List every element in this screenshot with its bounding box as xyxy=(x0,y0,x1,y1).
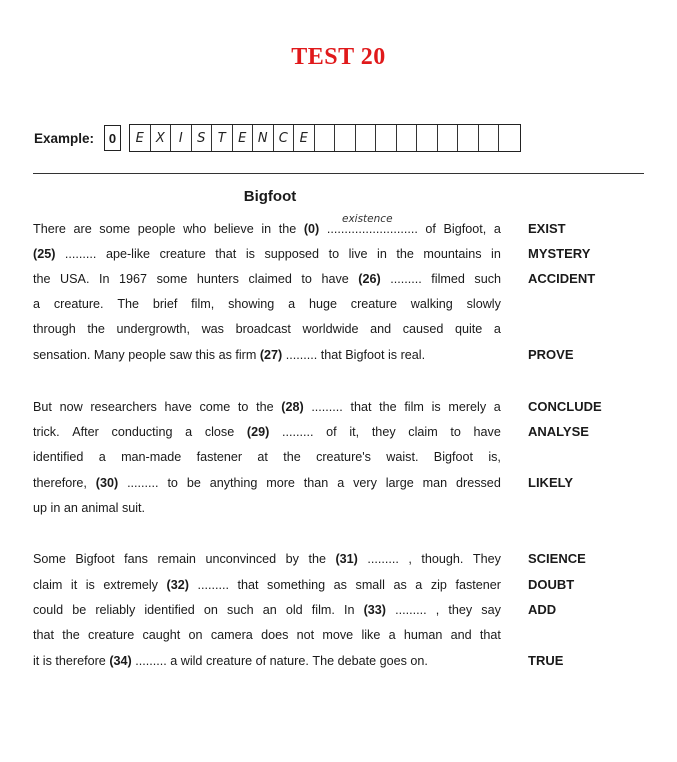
word: they xyxy=(448,603,473,617)
word: filmed xyxy=(431,272,465,286)
letter-box xyxy=(438,125,459,151)
example-label: Example: xyxy=(34,130,95,146)
letter-box xyxy=(335,125,356,151)
word: nature. xyxy=(269,654,309,668)
word: the xyxy=(33,272,51,286)
word: saw xyxy=(169,348,192,362)
word: identified xyxy=(144,603,195,617)
word: Many xyxy=(93,348,125,362)
word: Bigfoot xyxy=(433,450,474,464)
word: have xyxy=(321,272,349,286)
word: There xyxy=(33,222,66,236)
keyword: ACCIDENT xyxy=(528,271,596,286)
word: is xyxy=(42,654,52,668)
word: the xyxy=(62,628,80,642)
passage-line xyxy=(33,577,501,593)
word: Bigfoot xyxy=(75,552,115,566)
word: slowly xyxy=(466,297,501,311)
word: Some xyxy=(33,552,66,566)
word: be xyxy=(186,476,201,490)
word: ......... xyxy=(395,603,427,617)
word: ......... xyxy=(135,654,167,668)
letter-box xyxy=(479,125,500,151)
word: ......... xyxy=(281,425,314,439)
gap-number: (33) xyxy=(363,603,387,617)
word: broadcast xyxy=(235,322,291,336)
letter-box xyxy=(376,125,397,151)
word: firm xyxy=(235,348,257,362)
passage-line xyxy=(33,602,501,618)
gap-number: (25) xyxy=(33,247,56,261)
word: is, xyxy=(488,450,501,464)
word: caught xyxy=(142,628,181,642)
word: not xyxy=(296,628,315,642)
word: to xyxy=(237,400,249,414)
word: unconvinced xyxy=(205,552,277,566)
word: the xyxy=(278,222,297,236)
word: on xyxy=(188,628,203,642)
passage-heading: Bigfoot xyxy=(243,188,297,205)
word: that xyxy=(237,578,259,592)
word: a xyxy=(98,450,106,464)
word: ......... xyxy=(127,476,159,490)
word: real. xyxy=(400,348,426,362)
word: USA. xyxy=(60,272,90,286)
word: a xyxy=(415,578,423,592)
word: In xyxy=(98,272,110,286)
passage-line xyxy=(33,221,501,237)
letter-box: T xyxy=(212,125,233,151)
word: the xyxy=(283,450,301,464)
word: such xyxy=(474,272,501,286)
word: man xyxy=(422,476,448,490)
word: live xyxy=(348,247,368,261)
word: Bigfoot xyxy=(345,348,385,362)
passage-line xyxy=(33,500,501,516)
word: dressed xyxy=(456,476,501,490)
word: merely xyxy=(448,400,487,414)
word: is xyxy=(85,578,95,592)
word: something xyxy=(267,578,326,592)
word: some xyxy=(156,272,188,286)
word: is xyxy=(431,400,441,414)
word: anything xyxy=(209,476,258,490)
word: who xyxy=(183,222,207,236)
test-title: TEST 20 xyxy=(291,44,386,70)
word: though. xyxy=(421,552,464,566)
word: that xyxy=(215,247,237,261)
word: they xyxy=(371,425,396,439)
word: to xyxy=(450,425,461,439)
example-row xyxy=(34,123,521,153)
word: suit. xyxy=(121,501,146,515)
passage-line xyxy=(33,347,501,363)
word: showing xyxy=(228,297,275,311)
word: .......................... xyxy=(326,222,418,236)
word: that xyxy=(479,628,501,642)
word: walking xyxy=(410,297,453,311)
word: that xyxy=(320,348,342,362)
word: large xyxy=(385,476,414,490)
word: in xyxy=(261,222,272,236)
word: is xyxy=(388,348,398,362)
word: ......... xyxy=(390,272,422,286)
letter-box: N xyxy=(253,125,274,151)
word: film, xyxy=(191,297,215,311)
letter-box: E xyxy=(294,125,315,151)
word: it, xyxy=(349,425,360,439)
word: mountains xyxy=(423,247,482,261)
passage-line xyxy=(33,653,501,669)
word: fastener xyxy=(455,578,501,592)
word: extremely xyxy=(103,578,158,592)
word: But xyxy=(33,400,52,414)
gap-number: (26) xyxy=(358,272,381,286)
letter-box: C xyxy=(274,125,295,151)
word: on. xyxy=(410,654,428,668)
word: more xyxy=(266,476,295,490)
gap-number: (27) xyxy=(259,348,283,362)
word: a xyxy=(493,222,501,236)
word: human xyxy=(403,628,443,642)
word: remain xyxy=(157,552,196,566)
word: sensation. xyxy=(33,348,91,362)
word: have xyxy=(473,425,501,439)
word: creature xyxy=(159,247,206,261)
word: ......... xyxy=(367,552,399,566)
word: ......... xyxy=(64,247,97,261)
letter-box xyxy=(458,125,479,151)
keyword: TRUE xyxy=(528,653,564,668)
letter-box: S xyxy=(192,125,213,151)
word: to xyxy=(328,247,340,261)
word: on xyxy=(203,603,218,617)
word: film. xyxy=(311,603,335,617)
word: like xyxy=(361,628,381,642)
word: to xyxy=(167,476,178,490)
word: quite xyxy=(454,322,483,336)
letter-box: I xyxy=(171,125,192,151)
word: trick. xyxy=(33,425,60,439)
word: debate xyxy=(337,654,377,668)
word: undergrowth, xyxy=(116,322,190,336)
letter-box xyxy=(499,125,520,151)
word: and xyxy=(450,628,472,642)
word: some xyxy=(99,222,131,236)
passage-line xyxy=(33,296,501,312)
keyword: ADD xyxy=(528,602,557,617)
letter-box: E xyxy=(233,125,254,151)
keyword: CONCLUDE xyxy=(528,399,602,414)
letter-box: E xyxy=(130,125,151,151)
word: zip xyxy=(430,578,447,592)
handwritten-answer: existence xyxy=(342,213,393,225)
letter-box: X xyxy=(151,125,172,151)
gap-number: (0) xyxy=(303,222,320,236)
passage-line xyxy=(33,551,501,567)
word: it xyxy=(33,654,40,668)
word: The xyxy=(117,297,140,311)
word: a xyxy=(493,400,501,414)
word: ......... xyxy=(197,578,229,592)
word: as xyxy=(333,578,347,592)
word: people xyxy=(137,222,176,236)
word: people xyxy=(128,348,167,362)
gap-number: (28) xyxy=(281,400,304,414)
word: a xyxy=(170,654,178,668)
word: creature xyxy=(88,628,135,642)
word: could xyxy=(33,603,64,617)
keyword: MYSTERY xyxy=(528,246,591,261)
word: a xyxy=(388,628,396,642)
word: claimed xyxy=(248,272,292,286)
word: the xyxy=(396,247,414,261)
word: was xyxy=(201,322,224,336)
letter-box xyxy=(315,125,336,151)
word: come xyxy=(199,400,231,414)
word: than xyxy=(303,476,329,490)
word: , xyxy=(435,603,440,617)
word: the xyxy=(87,322,105,336)
gap-number: (30) xyxy=(95,476,119,490)
word: believe xyxy=(213,222,254,236)
word: the xyxy=(256,400,274,414)
word: therefore xyxy=(55,654,106,668)
example-number-box: 0 xyxy=(104,125,121,151)
word: identified xyxy=(33,450,84,464)
passage-line xyxy=(33,627,501,643)
passage-line xyxy=(33,321,501,337)
word: man-made xyxy=(121,450,182,464)
word: ......... xyxy=(285,348,318,362)
word: a xyxy=(288,297,296,311)
gap-number: (31) xyxy=(335,552,358,566)
passage-line xyxy=(33,246,501,262)
keyword: LIKELY xyxy=(528,475,574,490)
example-letter-boxes xyxy=(129,124,521,152)
word: of xyxy=(326,425,337,439)
word: fastener xyxy=(196,450,243,464)
word: film xyxy=(404,400,424,414)
word: this xyxy=(195,348,216,362)
word: camera xyxy=(210,628,253,642)
word: as xyxy=(393,578,407,592)
word: therefore, xyxy=(33,476,87,490)
letter-box xyxy=(397,125,418,151)
word: and xyxy=(370,322,392,336)
passage-line xyxy=(33,399,501,415)
word: it xyxy=(70,578,78,592)
word: Bigfoot, xyxy=(443,222,487,236)
keyword: ANALYSE xyxy=(528,424,589,439)
word: goes xyxy=(379,654,407,668)
word: claim xyxy=(33,578,63,592)
word: hunters xyxy=(196,272,239,286)
word: caused xyxy=(402,322,444,336)
gap-number: (34) xyxy=(109,654,132,668)
word: move xyxy=(322,628,354,642)
word: a xyxy=(337,476,345,490)
word: small xyxy=(355,578,385,592)
word: now xyxy=(59,400,83,414)
word: at xyxy=(257,450,268,464)
word: the xyxy=(308,552,326,566)
word: old xyxy=(285,603,303,617)
word: In xyxy=(343,603,355,617)
word: as xyxy=(218,348,232,362)
word: to xyxy=(301,272,312,286)
word: supposed xyxy=(264,247,320,261)
word: of xyxy=(255,654,267,668)
keyword: SCIENCE xyxy=(528,551,586,566)
gap-number: (29) xyxy=(246,425,270,439)
word: be xyxy=(72,603,87,617)
word: an xyxy=(63,501,78,515)
word: have xyxy=(164,400,192,414)
word: very xyxy=(353,476,377,490)
word: fans xyxy=(124,552,148,566)
word: They xyxy=(472,552,501,566)
word: such xyxy=(227,603,254,617)
word: the xyxy=(379,400,397,414)
word: The xyxy=(312,654,335,668)
word: that xyxy=(33,628,55,642)
word: a xyxy=(33,297,41,311)
passage-line xyxy=(33,449,501,465)
word: 1967 xyxy=(119,272,148,286)
word: in xyxy=(491,247,501,261)
word: creature xyxy=(350,297,397,311)
word: up xyxy=(33,501,48,515)
passage-line xyxy=(33,271,501,287)
word: that xyxy=(350,400,372,414)
word: through xyxy=(33,322,76,336)
divider xyxy=(33,173,644,174)
keyword: PROVE xyxy=(528,347,574,362)
word: ......... xyxy=(311,400,343,414)
word: an xyxy=(262,603,277,617)
keyword: DOUBT xyxy=(528,577,575,592)
word: worldwide xyxy=(302,322,359,336)
word: reliably xyxy=(95,603,136,617)
passage-line xyxy=(33,424,501,440)
word: close xyxy=(204,425,235,439)
word: conducting xyxy=(111,425,173,439)
word: claim xyxy=(408,425,438,439)
word: in xyxy=(50,501,61,515)
word: creature xyxy=(205,654,253,668)
word: creature's xyxy=(316,450,371,464)
word: say xyxy=(481,603,501,617)
word: of xyxy=(425,222,436,236)
gap-number: (32) xyxy=(166,578,189,592)
word: a xyxy=(493,322,501,336)
word: animal xyxy=(81,501,119,515)
word: are xyxy=(73,222,92,236)
word: in xyxy=(377,247,387,261)
word: , xyxy=(408,552,412,566)
word: huge xyxy=(308,297,337,311)
word: ape-like xyxy=(105,247,151,261)
word: does xyxy=(261,628,289,642)
letter-box xyxy=(417,125,438,151)
word: wild xyxy=(180,654,203,668)
word: waist. xyxy=(386,450,419,464)
word: a xyxy=(185,425,193,439)
word: by xyxy=(285,552,299,566)
word: is xyxy=(245,247,255,261)
keyword: EXIST xyxy=(528,221,566,236)
word: researchers xyxy=(90,400,157,414)
letter-box xyxy=(356,125,377,151)
word: creature. xyxy=(53,297,104,311)
passage-line xyxy=(33,475,501,491)
word: After xyxy=(72,425,99,439)
word: brief xyxy=(152,297,178,311)
